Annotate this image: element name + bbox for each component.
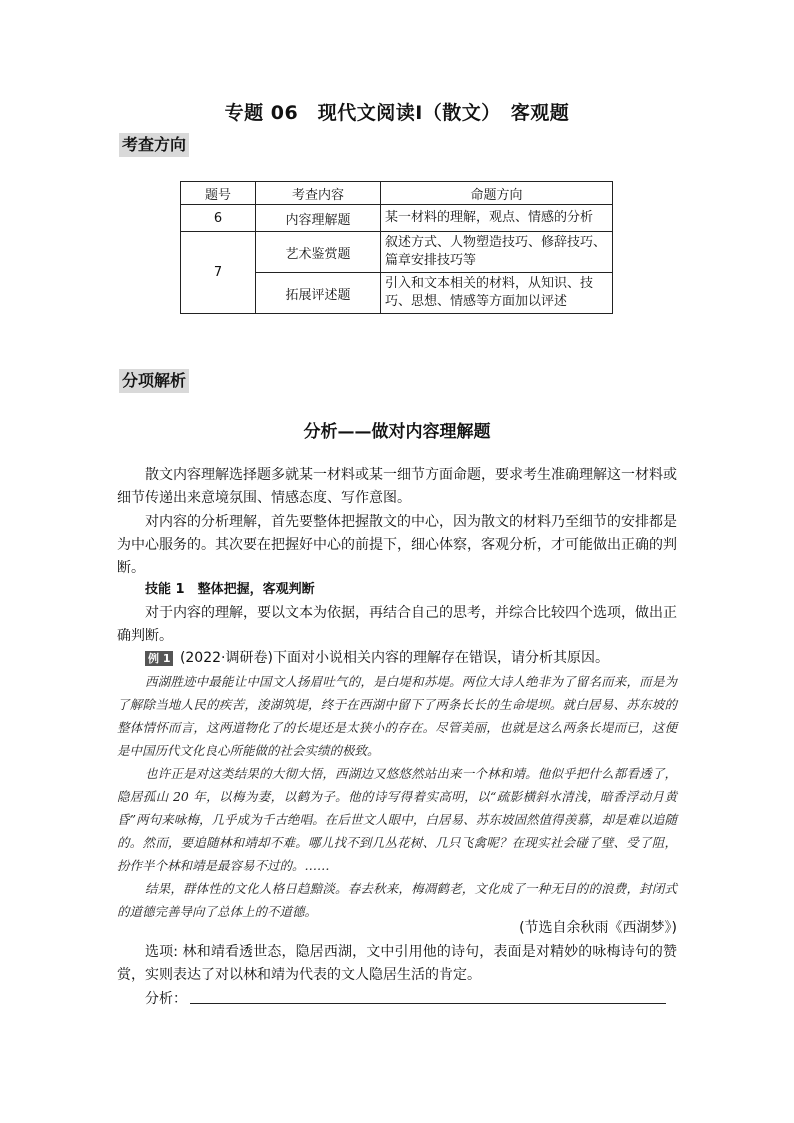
paragraph: 对于内容的理解，要以文本为依据，再结合自己的思考，并综合比较四个选项，做出正确判断。 xyxy=(117,605,677,644)
option-text: 选项: 林和靖看透世态，隐居西湖，文中引用他的诗句，表面是对精妙的咏梅诗句的赞赏，实则表达了对以林和靖为代表的文人隐居生活的肯定。 xyxy=(117,944,677,983)
subtitle: 分析——做对内容理解题 xyxy=(303,422,491,442)
table-header-row xyxy=(181,182,613,205)
table-cell-content: 内容理解题 xyxy=(256,205,381,232)
table-cell-content: 艺术鉴赏题 xyxy=(256,232,381,273)
table-header-cell: 考查内容 xyxy=(256,182,381,205)
quote-paragraph: 结果，群体性的文化人格日趋黯淡。春去秋来，梅凋鹤老，文化成了一种无目的的浪费，封闭式的道德完善导向了总体上的不道德。 xyxy=(117,881,677,919)
table-header-cell: 题号 xyxy=(181,182,256,205)
table-header-cell: 命题方向 xyxy=(381,182,613,205)
example-line xyxy=(117,647,677,670)
table-row xyxy=(181,205,613,232)
table-cell-num: 6 xyxy=(181,205,256,232)
page-title: 专题 06 现代文阅读Ⅰ（散文） 客观题 xyxy=(224,102,570,124)
section-heading-exam-direction: 考查方向 xyxy=(119,133,189,157)
paragraph: 散文内容理解选择题多就某一材料或某一细节方面命题，要求考生准确理解这一材料或细节传递出来意境氛围、情感态度、写作意图。 xyxy=(117,467,677,506)
skill-line xyxy=(117,578,677,601)
example-prompt: (2022·调研卷)下面对小说相关内容的理解存在错误，请分析其原因。 xyxy=(179,650,609,666)
analysis-label: 分析： xyxy=(145,991,187,1007)
table-cell-content: 拓展评述题 xyxy=(256,273,381,314)
source-citation: (节选自余秋雨《西湖梦》) xyxy=(519,920,677,936)
skill-heading: 技能 1 整体把握，客观判断 xyxy=(145,582,315,597)
exam-direction-table xyxy=(180,181,613,314)
example-badge: 例 1 xyxy=(145,651,173,666)
paragraph: 对内容的分析理解，首先要整体把握散文的中心，因为散文的材料乃至细节的安排都是为中心服务的。其次要在把握好中心的前提下，细心体察，客观分析，才可能做出正确的判断。 xyxy=(117,514,677,576)
answer-blank-line[interactable] xyxy=(190,1002,666,1004)
table-cell-num: 7 xyxy=(181,232,256,314)
quote-paragraph: 西湖胜迹中最能让中国文人扬眉吐气的，是白堤和苏堤。两位大诗人绝非为了留名而来，而是为了解除当地人民的疾苦，浚湖筑堤，终于在西湖中留下了两条长长的生命堤坝。就白居易、苏东坡的整体情怀而言，这两道物化了的长堤还是太狭小的存在。尽管美丽，也就是这么两条长堤而已，这便是中国历代文化良心所能做的社会实绩的极致。 xyxy=(117,674,677,758)
table-cell-direction: 叙述方式、人物塑造技巧、修辞技巧、篇章安排技巧等 xyxy=(381,232,613,273)
table-cell-direction: 引入和文本相关的材料，从知识、技巧、思想、情感等方面加以评述 xyxy=(381,273,613,314)
table-row xyxy=(181,232,613,273)
section-heading-analysis: 分项解析 xyxy=(119,369,189,393)
table-cell-direction: 某一材料的理解，观点、情感的分析 xyxy=(381,205,613,232)
quote-paragraph: 也许正是对这类结果的大彻大悟，西湖边又悠悠然站出来一个林和靖。他似乎把什么都看透了，隐居孤山 20 年，以梅为妻，以鹤为子。他的诗写得着实高明，以“疏影横斜水清浅，暗香浮动月黄昏”两句来咏梅，几乎成为千古绝唱。在后世文人眼中，白居易、苏东坡固然值得羡慕，却是难以追随的。然而，要追随林和靖却不难。哪儿找不到几丛花树、几只飞禽呢？在现实社会碰了壁、受了阻，扮作半个林和靖是最容易不过的。…… xyxy=(117,766,677,873)
